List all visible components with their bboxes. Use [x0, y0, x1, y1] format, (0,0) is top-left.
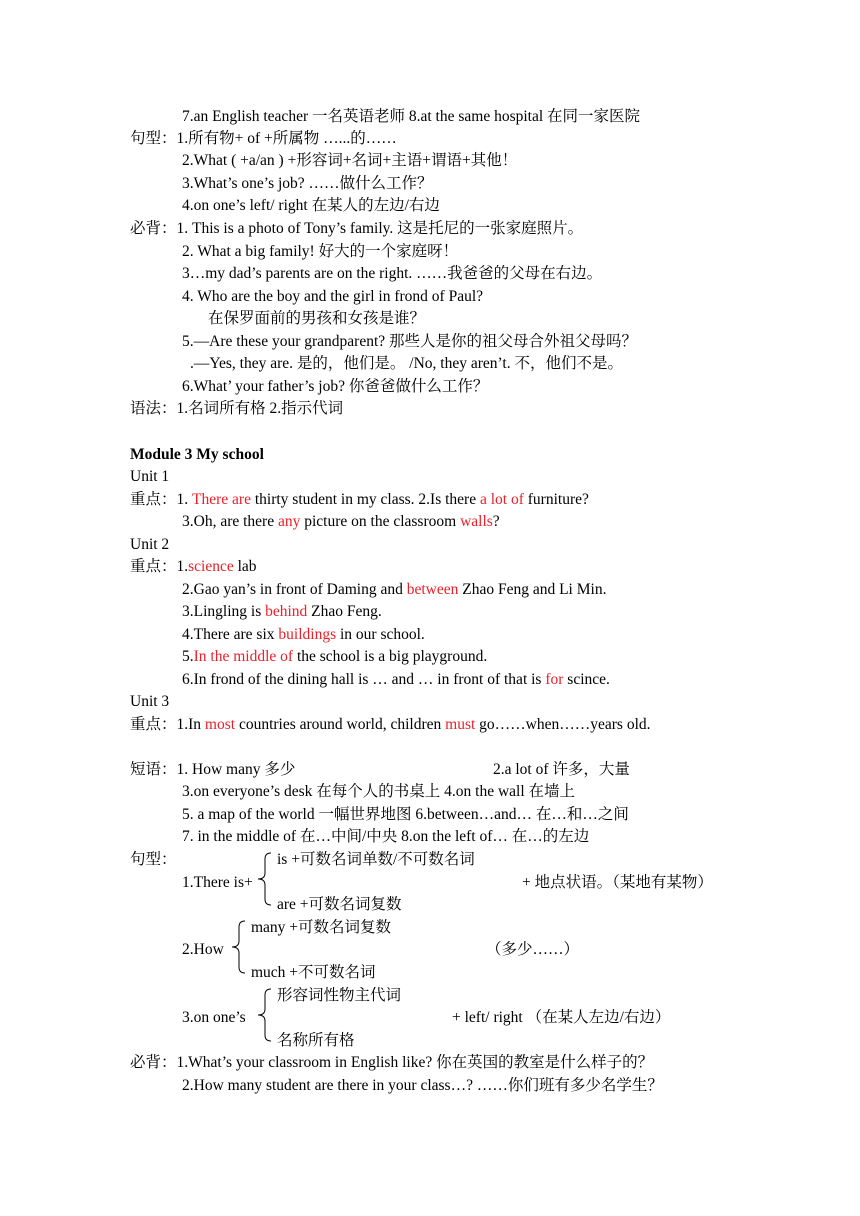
- text-span: picture on the classroom: [300, 513, 461, 530]
- text-span: ?: [492, 513, 500, 530]
- text-line: [130, 219, 583, 239]
- text-span: 2.a lot of 许多，大量: [493, 761, 630, 778]
- text-span: （多少……）: [486, 941, 580, 958]
- text-line: [130, 850, 177, 870]
- text-span: 3.on one’s: [182, 1009, 246, 1026]
- text-line: [486, 940, 579, 960]
- text-span: in our school.: [336, 626, 425, 643]
- text-line: [182, 512, 500, 532]
- text-span: 短语：1. How many 多少: [130, 761, 296, 778]
- text-line: [130, 535, 169, 555]
- text-line: [130, 129, 397, 149]
- text-line: [182, 151, 517, 171]
- text-span: Unit 2: [130, 536, 170, 553]
- text-line: [130, 1053, 653, 1073]
- text-span: is +可数名词单数/不可数名词: [277, 851, 475, 868]
- highlighted-text: walls: [460, 513, 493, 530]
- text-line: [182, 827, 589, 847]
- highlighted-text: most: [204, 716, 236, 733]
- text-span: 必背：1. This is a photo of Tony’s family. 这是托尼的一张家庭照片。: [130, 220, 584, 237]
- text-span: 名称所有格: [277, 1032, 355, 1049]
- text-span: 5.—Are these your grandparent? 那些人是你的祖父母合外祖父母吗？: [182, 333, 638, 350]
- text-line: [182, 805, 629, 825]
- text-span: 3.Oh, are there: [182, 513, 278, 530]
- text-line: [130, 715, 651, 735]
- text-span: 句型：: [130, 851, 177, 868]
- text-line: [182, 1076, 663, 1096]
- text-line: [182, 873, 253, 893]
- text-span: Zhao Feng and Li Min.: [458, 581, 607, 598]
- text-line: [182, 647, 487, 667]
- text-line: [182, 670, 610, 690]
- text-line: [493, 760, 630, 780]
- text-span: 4. Who are the boy and the girl in frond of Paul?: [182, 288, 484, 305]
- text-line: [251, 963, 376, 983]
- text-span: 在保罗面前的男孩和女孩是谁？: [208, 310, 426, 327]
- text-span: 4.on one’s left/ right 在某人的左边/右边: [182, 197, 440, 214]
- text-span: 7. in the middle of 在…中间/中央 8.on the left of… 在…的左边: [182, 828, 590, 845]
- text-span: furniture?: [523, 491, 589, 508]
- text-span: many +可数名词复数: [251, 919, 392, 936]
- text-span: + 地点状语。（某地有某物）: [522, 874, 713, 891]
- text-line: [182, 625, 425, 645]
- text-line: [277, 986, 401, 1006]
- text-line: [182, 782, 575, 802]
- text-span: 5. a map of the world 一幅世界地图 6.between…and… 在…和…之间: [182, 806, 629, 823]
- text-line: [182, 580, 606, 600]
- text-span: 2.What ( +a/an ) +形容词+名词+主语+谓语+其他！: [182, 152, 518, 169]
- text-line: [208, 309, 425, 329]
- text-line: [452, 1008, 670, 1028]
- text-line: [190, 354, 623, 374]
- text-span: 重点：1.In: [130, 716, 205, 733]
- text-span: 2.How: [182, 941, 224, 958]
- text-line: [182, 107, 640, 127]
- text-span: 3…my dad’s parents are on the right. ……我爸爸的父母在右边。: [182, 265, 603, 282]
- text-span: scince.: [563, 671, 610, 688]
- text-span: countries around world, children: [235, 716, 446, 733]
- text-line: [130, 692, 169, 712]
- text-line: [182, 264, 602, 284]
- text-line: [182, 940, 224, 960]
- text-span: 1.There is+: [182, 874, 253, 891]
- text-span: 5.: [182, 648, 194, 665]
- highlighted-text: buildings: [278, 626, 337, 643]
- text-line: [182, 1008, 246, 1028]
- text-span: 2. What a big family! 好大的一个家庭呀！: [182, 243, 459, 260]
- highlighted-text: a lot of: [479, 491, 524, 508]
- text-line: [182, 174, 433, 194]
- text-line: [182, 602, 382, 622]
- text-span: 重点：1.: [130, 558, 189, 575]
- text-span: are +可数名词复数: [277, 896, 402, 913]
- text-span: Zhao Feng.: [307, 603, 382, 620]
- text-line: [182, 332, 637, 352]
- text-line: [130, 490, 589, 510]
- text-span: much +不可数名词: [251, 964, 376, 981]
- highlighted-text: There are: [192, 491, 251, 508]
- highlighted-text: must: [445, 716, 476, 733]
- text-span: 7.an English teacher 一名英语老师 8.at the same hospital 在同一家医院: [182, 108, 641, 125]
- brace-there-is: [255, 851, 275, 907]
- highlighted-text: science: [188, 558, 234, 575]
- text-span: go……when……years old.: [475, 716, 651, 733]
- text-line: [182, 377, 488, 397]
- text-line: [182, 287, 483, 307]
- text-span: 2.How many student are there in your class…? ……你们班有多少名学生？: [182, 1077, 663, 1094]
- text-span: 6.What’ your father’s job? 你爸爸做什么工作？: [182, 378, 489, 395]
- text-span: .—Yes, they are. 是的，他们是。 /No, they aren’t. 不，他们不是。: [190, 355, 623, 372]
- brace-on-ones: [255, 987, 275, 1043]
- highlighted-text: for: [545, 671, 564, 688]
- text-line: [130, 467, 169, 487]
- text-line: [277, 850, 475, 870]
- text-line: [182, 196, 440, 216]
- text-span: thirty student in my class. 2.Is there: [250, 491, 480, 508]
- text-line: [130, 399, 343, 419]
- text-span: Unit 3: [130, 693, 170, 710]
- text-span: Module 3 My school: [130, 446, 264, 463]
- text-line: [277, 895, 402, 915]
- text-span: 形容词性物主代词: [277, 987, 402, 1004]
- text-line: [251, 918, 391, 938]
- text-line: [277, 1031, 355, 1051]
- text-span: 6.In frond of the dining hall is … and … in front of that is: [182, 671, 546, 688]
- text-span: 语法：1.名词所有格 2.指示代词: [130, 400, 344, 417]
- text-line: [182, 242, 458, 262]
- text-span: Unit 1: [130, 468, 170, 485]
- text-span: lab: [233, 558, 257, 575]
- text-line: [130, 445, 264, 465]
- text-span: 4.There are six: [182, 626, 279, 643]
- text-line: [130, 760, 295, 780]
- highlighted-text: any: [277, 513, 301, 530]
- text-span: 3.Lingling is: [182, 603, 266, 620]
- text-span: the school is a big playground.: [293, 648, 488, 665]
- text-span: 重点：1.: [130, 491, 193, 508]
- text-span: 句型：1.所有物+ of +所属物 …...的……: [130, 130, 397, 147]
- text-line: [130, 557, 257, 577]
- highlighted-text: behind: [265, 603, 308, 620]
- text-span: 2.Gao yan’s in front of Daming and: [182, 581, 407, 598]
- highlighted-text: In the middle of: [193, 648, 294, 665]
- text-span: 3.What’s one’s job? ……做什么工作？: [182, 175, 433, 192]
- text-span: + left/ right （在某人左边/右边）: [452, 1009, 671, 1026]
- text-line: [522, 873, 713, 893]
- text-span: 3.on everyone’s desk 在每个人的书桌上 4.on the wall 在墙上: [182, 783, 576, 800]
- brace-how: [229, 919, 249, 975]
- highlighted-text: between: [406, 581, 459, 598]
- text-span: 必背：1.What’s your classroom in English like? 你在英国的教室是什么样子的？: [130, 1054, 654, 1071]
